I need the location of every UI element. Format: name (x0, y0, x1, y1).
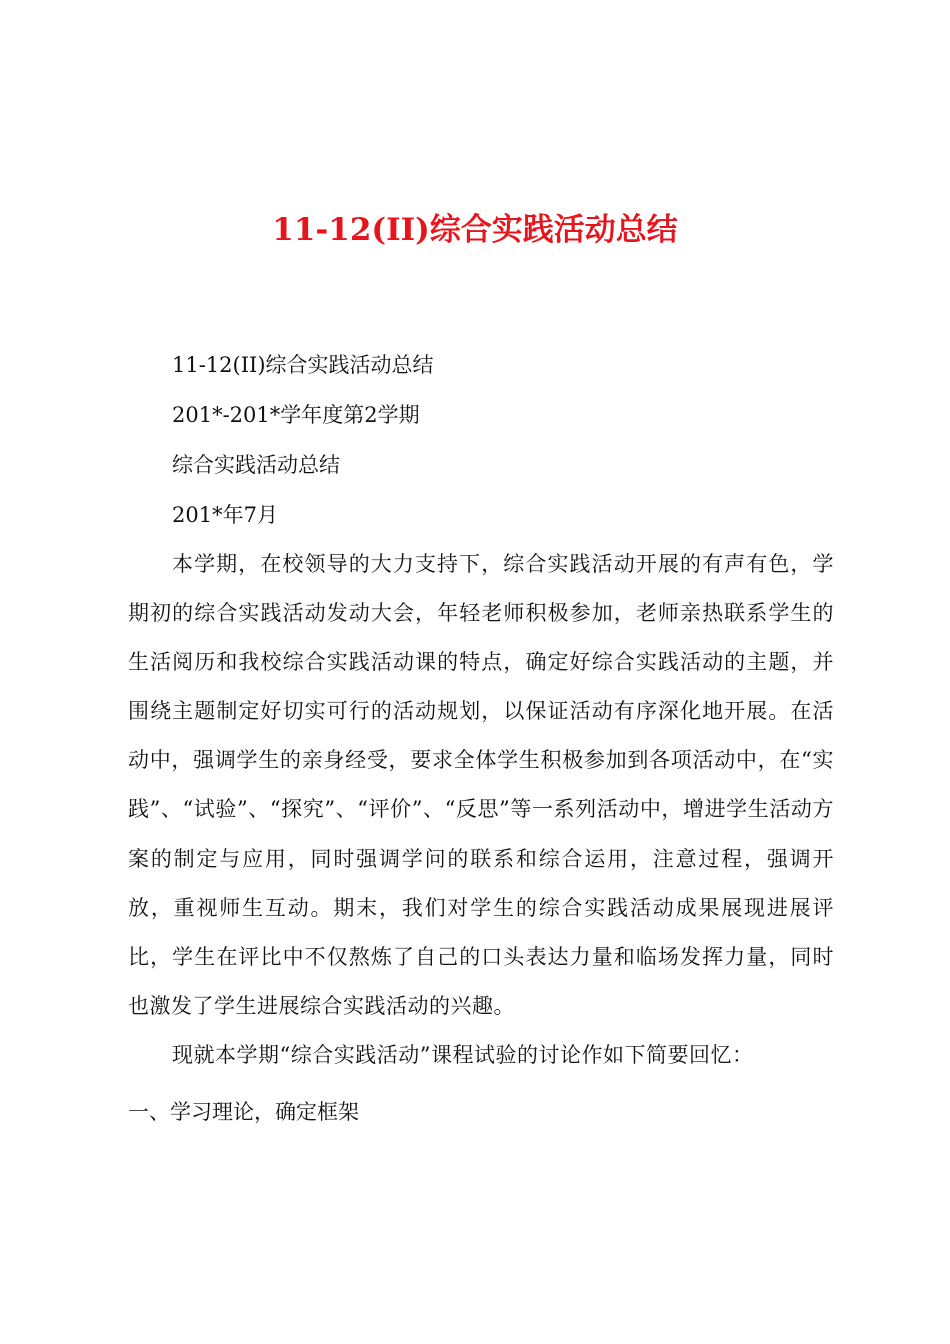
date-line: 201*年7月 (172, 503, 278, 527)
term-line: 201*-201*学年度第2学期 (172, 403, 420, 427)
document-subtitle-line: 11-12(II)综合实践活动总结 (172, 353, 434, 377)
body-paragraph-1: 本学期，在校领导的大力支持下，综合实践活动开展的有声有色，学期初的综合实践活动发动大会，年轻老师积极参加，老师亲热联系学生的生活阅历和我校综合实践活动课的特点，确定好综合实践活动的主题，并围绕主题制定好切实可行的活动规划，以保证活动有序深化地开展。在活动中，强调学生的亲身经受，要求全体学生积极参加到各项活动中，在“实践”、“试验”、“探究”、“评价”、“反思”等一系列活动中，增进学生活动方案的制定与应用，同时强调学问的联系和综合运用，注意过程，强调开放，重视师生互动。期末，我们对学生的综合实践活动成果展现进展评比，学生在评比中不仅熬炼了自己的口头表达力量和临场发挥力量，同时也激发了学生进展综合实践活动的兴趣。 (128, 552, 834, 1018)
summary-label: 综合实践活动总结 (172, 453, 340, 477)
body-paragraph-2: 现就本学期“综合实践活动”课程试验的讨论作如下简要回忆： (172, 1043, 754, 1067)
document-title: 11-12(II)综合实践活动总结 (272, 212, 678, 248)
section-heading-1: 一、学习理论，确定框架 (128, 1100, 359, 1124)
